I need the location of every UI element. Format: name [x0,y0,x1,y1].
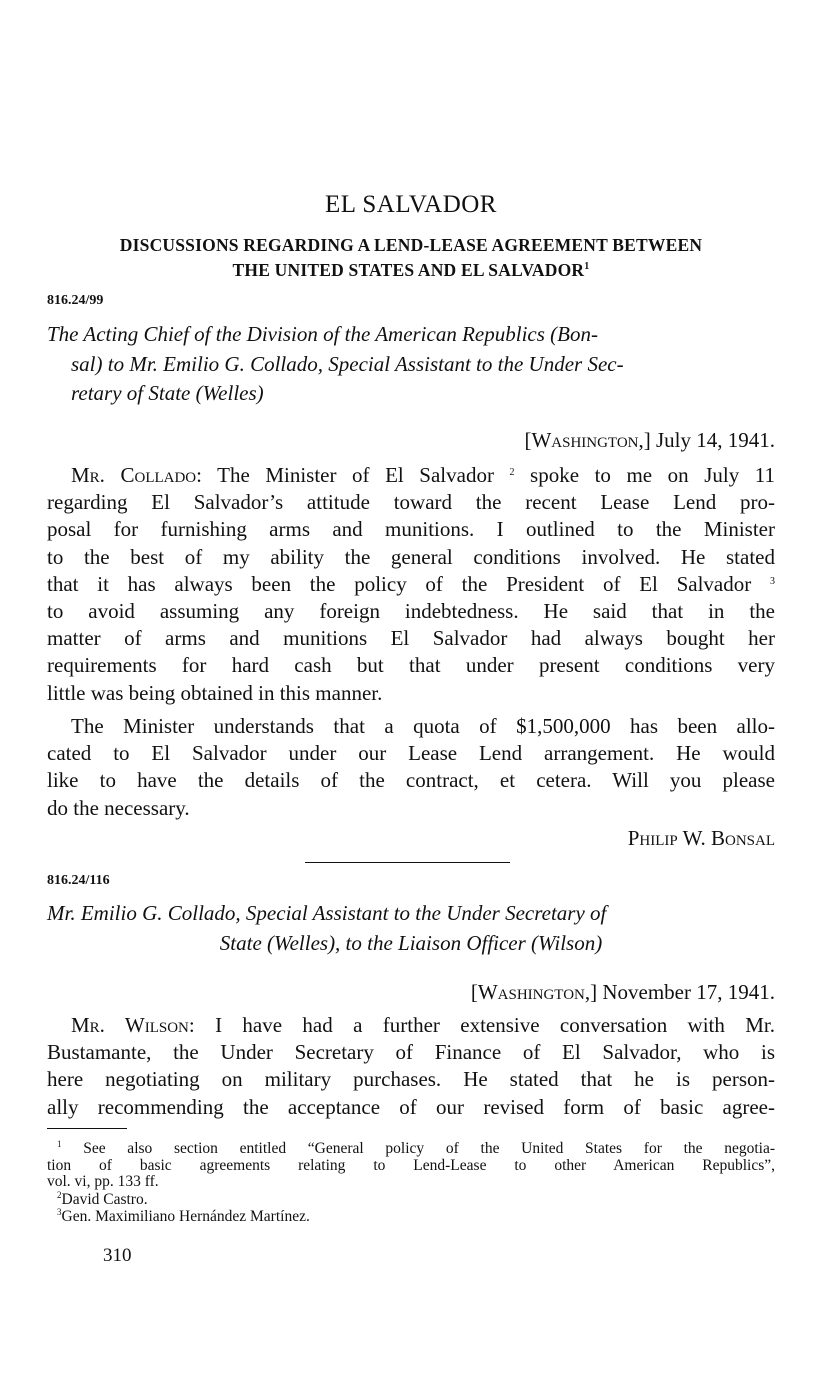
file-number: 816.24/116 [47,873,110,888]
footnote: $^3$Gen. Maximiliano Hernández Martínez. [57,1207,310,1225]
section-divider [305,862,510,863]
dateline [471,980,775,1005]
subject-line-2: THE UNITED STATES AND EL SALVADOR [232,260,585,280]
salutation: Mr. Wilson [71,1013,189,1037]
document-heading [47,899,775,958]
heading-line: sal) to Mr. Emilio G. Collado, Special Assistant to the Under Sec- [71,351,624,376]
heading-line: retary of State (Welles) [71,381,264,405]
heading-line: The Acting Chief of the Division of the American Republics (Bon- [47,322,598,346]
file-number: 816.24/99 [47,293,104,308]
footnote-ref-1[interactable]: 1 [584,261,590,272]
dateline-date: November 17, 1941. [602,980,775,1004]
footnote-number: 1 [57,1139,62,1149]
signature: Philip W. Bonsal [627,826,775,850]
footnote-number: 2 [57,1190,62,1200]
heading-line: Mr. Emilio G. Collado, Special Assistant to the Under Secretary of [47,901,607,925]
dateline-date: July 14, 1941. [655,428,775,452]
footnote-divider [47,1128,127,1129]
footnote-ref-2[interactable]: 2 [509,467,515,478]
footnote-ref-3[interactable]: 3 [770,575,775,587]
dateline [524,428,775,453]
salutation: Mr. Collado [71,463,197,487]
heading-line: State (Welles), to the Liaison Officer (Wilson) [219,930,603,955]
body-paragraph: The Minister understands that a quota of $1,500,000 has been allo- cated to El Salvador under our Lease Lend arrangement. He would like to have the details of the contract, et cetera. Will you please do the necessary. [47,714,775,820]
page-number: 310 [103,1245,132,1266]
subject-line-1: DISCUSSIONS REGARDING A LEND-LEASE AGREEMENT BETWEEN [119,235,703,255]
footnote: $^1$ See also section entitled “General policy of the United States for the negotia- tion of basic agreements relating to Lend-Lease to other American Republics”, vol. vi, pp. 133 ff. [47,1139,776,1190]
body-paragraph: Mr. Wilson: I have had a further extensive conversation with Mr. Bustamante, the Under Secretary of Finance of El Salvador, who is here negotiating on military purchases. He stated that he is person- ally recommending the acceptance of our revised form of basic agree- [47,1013,775,1119]
footnote-number: 3 [57,1207,62,1217]
footnote: $^2$David Castro. [57,1190,148,1208]
subject-heading [47,233,775,283]
dateline-place: [Washington,] [470,980,598,1004]
dateline-place: [Washington,] [524,428,651,452]
country-title: EL SALVADOR [325,191,497,218]
body-paragraph: Mr. Collado: The Minister of El Salvador $^2$ spoke to me on July 11 regarding El Salvador’s attitude toward the recent Lease Lend pro- posal for furnishing arms and munitions. I outlined to the Minister to the best of my ability the general conditions involved. He stated that it has always been the policy of the President of El Salvador $^3$ to avoid assuming any foreign indebtedness. He said that in the matter of arms and munitions El Salvador had always bought her requirements for hard cash but that under present conditions very little was being obtained in this manner. [47,463,775,705]
document-heading [47,320,775,409]
